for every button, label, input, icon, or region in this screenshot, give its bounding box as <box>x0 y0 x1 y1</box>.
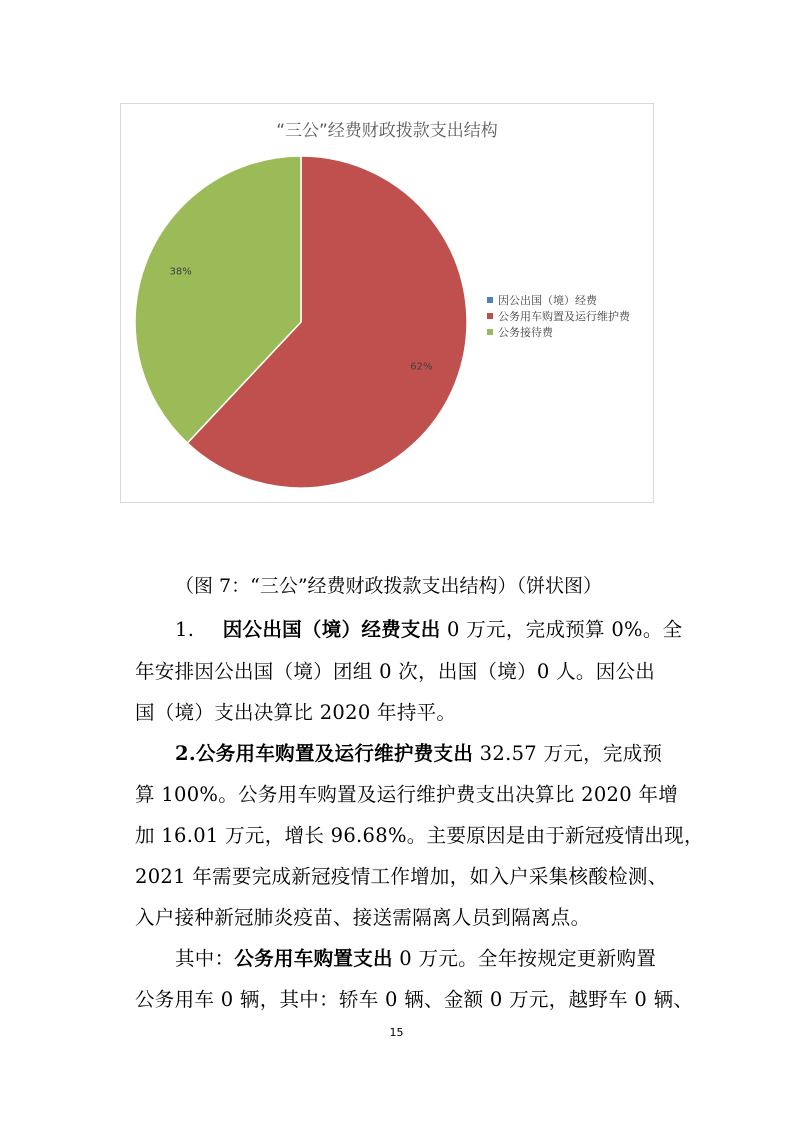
legend-swatch-icon <box>487 313 493 319</box>
paragraph-line: 2021 年需要完成新冠疫情工作增加，如入户采集核酸检测、 <box>135 865 668 888</box>
section-heading: 因公出国（境）经费支出 <box>222 618 441 641</box>
legend-item <box>487 308 630 324</box>
legend-item <box>487 292 630 308</box>
section-heading: 公务用车购置支出 <box>234 947 393 970</box>
text-run: 0 万元。全年按规定更新购置 <box>392 947 657 970</box>
paragraph-line: 公务用车 0 辆，其中：轿车 0 辆、金额 0 万元，越野车 0 辆、 <box>135 988 694 1011</box>
figure-caption: （图 7：“三公”经费财政拨款支出结构）（饼状图） <box>175 575 603 597</box>
text-run: 其中： <box>175 947 235 970</box>
page-number: 15 <box>389 1026 404 1039</box>
paragraph-line <box>175 614 682 642</box>
legend-label: 公务用车购置及运行维护费 <box>498 310 630 323</box>
legend-label: 因公出国（境）经费 <box>498 294 597 307</box>
paragraph-line: 算 100%。公务用车购置及运行维护费支出决算比 2020 年增 <box>135 783 679 806</box>
paragraph-line: 年安排因公出国（境）团组 0 次，出国（境）0 人。因公出 <box>135 660 656 683</box>
list-number: 1. <box>175 618 195 641</box>
section-heading: 2.公务用车购置及运行维护费支出 <box>175 742 474 765</box>
chart-legend <box>487 292 630 340</box>
paragraph-line <box>175 738 662 766</box>
text-run: 0 万元，完成预算 0%。全 <box>440 618 683 641</box>
slice-label: 38% <box>169 266 192 278</box>
legend-swatch-icon <box>487 329 493 335</box>
paragraph-line <box>175 943 656 971</box>
chart-title: “三公”经费财政拨款支出结构 <box>276 121 498 141</box>
paragraph-line: 加 16.01 万元，增长 96.68%。主要原因是由于新冠疫情出现， <box>135 824 704 847</box>
pie-chart-container <box>120 103 654 503</box>
text-run: 32.57 万元，完成预 <box>473 742 663 765</box>
legend-label: 公务接待费 <box>498 326 553 339</box>
legend-swatch-icon <box>487 297 493 303</box>
slice-label: 62% <box>410 361 433 373</box>
paragraph-line: 国（境）支出决算比 2020 年持平。 <box>135 701 457 724</box>
legend-item <box>487 324 630 340</box>
paragraph-line: 入户接种新冠肺炎疫苗、接送需隔离人员到隔离点。 <box>135 906 591 929</box>
